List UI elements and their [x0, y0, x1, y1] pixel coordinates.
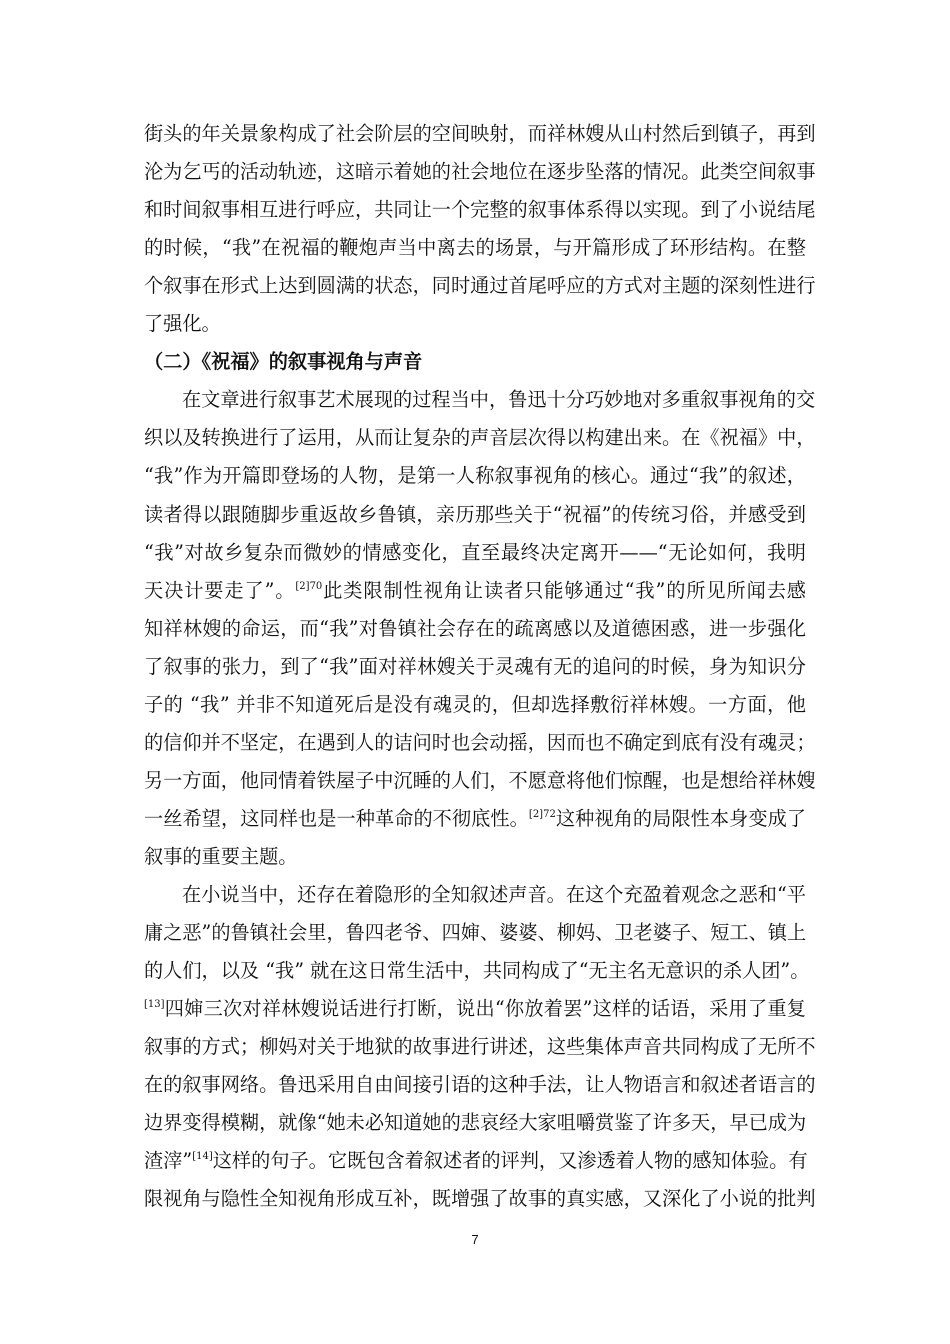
paragraph-line: 了叙事的张力，到了“我”面对祥林嫂关于灵魂有无的追问的时候，身为知识分 [144, 654, 806, 678]
citation-marker: [13] [144, 999, 165, 1011]
citation-marker: [2]70 [295, 580, 323, 592]
paragraph-line: 街头的年关景象构成了社会阶层的空间映射，而祥林嫂从山村然后到镇子，再到 [144, 122, 816, 145]
paragraph-line [144, 807, 806, 831]
paragraph-line: 个叙事在形式上达到圆满的状态，同时通过首尾呼应的方式对主题的深刻性进行 [144, 274, 816, 298]
paragraph-line: 叙事的方式；柳妈对关于地狱的故事进行讲述，这些集体声音共同构成了无所不 [144, 1035, 816, 1059]
paragraph-line: 沦为乞丐的活动轨迹，这暗示着她的社会地位在逐步坠落的情况。此类空间叙事 [144, 160, 816, 184]
line-text: 此类限制性视角让读者只能够通过“我”的所见所闻去感 [322, 578, 806, 602]
paragraph-line: “我”对故乡复杂而微妙的情感变化，直至最终决定离开——“无论如何，我明 [144, 540, 806, 564]
line-text: 渣滓” [144, 1149, 193, 1173]
line-text: 这种视角的局限性本身变成了 [555, 806, 807, 830]
line-text: 这样的句子。它既包含着叙述者的评判，又渗透着人物的感知体验。有 [212, 1149, 808, 1173]
line-text: 天决计要走了”。 [144, 578, 296, 602]
line-text: 一丝希望，这同样也是一种革命的不彻底性。 [144, 806, 529, 830]
citation-marker: [2]72 [528, 808, 556, 820]
paragraph-line: 庸之恶”的鲁镇社会里，鲁四老爷、四婶、婆婆、柳妈、卫老婆子、短工、镇上 [144, 921, 807, 945]
paragraph-line: “我”作为开篇即登场的人物，是第一人称叙事视角的核心。通过“我”的叙述， [144, 464, 806, 488]
paragraph-line: 的时候，“我”在祝福的鞭炮声当中离去的场景，与开篇形成了环形结构。在整 [144, 236, 806, 260]
paragraph-line: 的信仰并不坚定，在遇到人的诘问时也会动摇，因而也不确定到底有没有魂灵； [144, 730, 816, 754]
paragraph-line: 另一方面，他同情着铁屋子中沉睡的人们，不愿意将他们惊醒，也是想给祥林嫂 [144, 768, 816, 792]
citation-marker: [14] [192, 1151, 213, 1163]
paragraph-line: 在文章进行叙事艺术展现的过程当中，鲁迅十分巧妙地对多重叙事视角的交 [182, 388, 816, 412]
page-number: 7 [471, 1232, 479, 1247]
paragraph-line [144, 997, 806, 1021]
paragraph-line: 织以及转换进行了运用，从而让复杂的声音层次得以构建出来。在《祝福》中， [144, 426, 816, 450]
paragraph-line: 和时间叙事相互进行呼应，共同让一个完整的叙事体系得以实现。到了小说结尾 [144, 198, 816, 222]
paragraph-line: 叙事的重要主题。 [144, 844, 298, 868]
paragraph-line: 了强化。 [144, 312, 221, 336]
section-heading: （二）《祝福》的叙事视角与声音 [144, 350, 423, 374]
paragraph-line: 读者得以跟随脚步重返故乡鲁镇，亲历那些关于“祝福”的传统习俗，并感受到 [144, 502, 806, 526]
paragraph-line [144, 1149, 806, 1173]
paragraph-line: 在的叙事网络。鲁迅采用自由间接引语的这种手法，让人物语言和叙述者语言的 [144, 1073, 816, 1097]
paragraph-line: 子的 “我” 并非不知道死后是没有魂灵的，但却选择敷衍祥林嫂。一方面，他 [144, 692, 806, 716]
line-text: 四婶三次对祥林嫂说话进行打断，说出“你放着罢”这样的话语，采用了重复 [164, 997, 806, 1021]
paragraph-line [144, 579, 806, 603]
paragraph-line: 知祥林嫂的命运，而“我”对鲁镇社会存在的疏离感以及道德困惑，进一步强化 [144, 616, 806, 640]
paragraph-line: 在小说当中，还存在着隐形的全知叙述声音。在这个充盈着观念之恶和“平 [182, 883, 806, 906]
paragraph-line: 限视角与隐性全知视角形成互补，既增强了故事的真实感，又深化了小说的批判 [144, 1187, 816, 1211]
paragraph-line: 边界变得模糊，就像“她未必知道她的悲哀经大家咀嚼赏鉴了许多天，早已成为 [144, 1111, 807, 1135]
paragraph-line: 的人们，以及 “我” 就在这日常生活中，共同构成了“无主名无意识的杀人团”。 [144, 959, 810, 983]
